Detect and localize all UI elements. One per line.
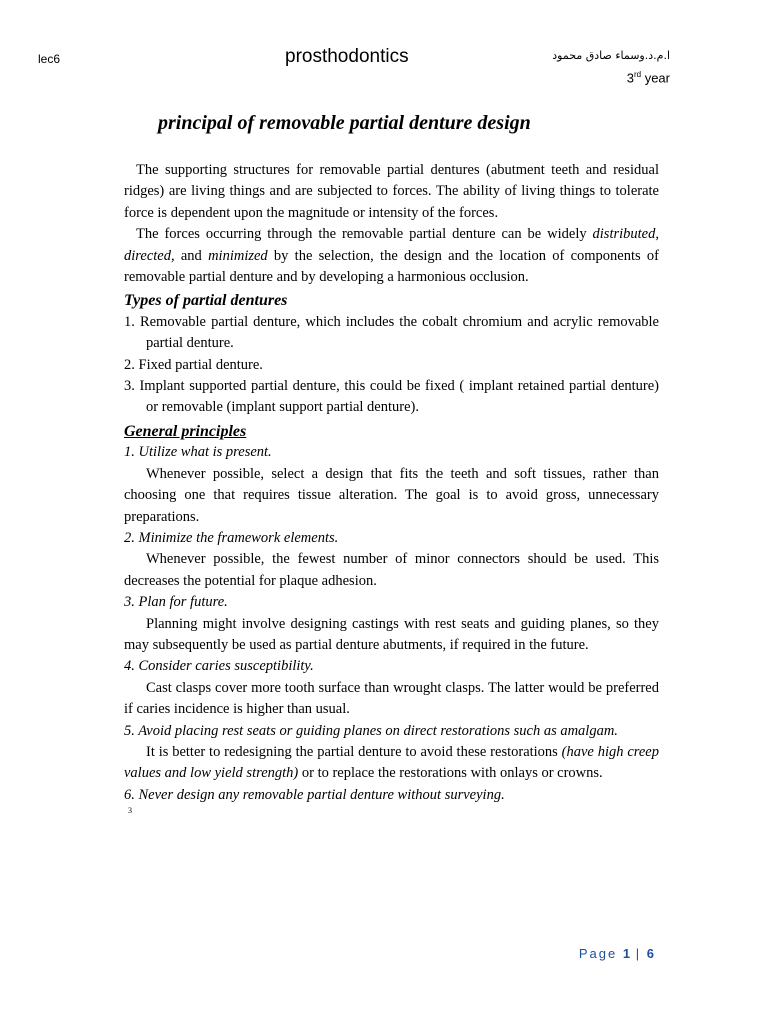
intro-emphasis-2: minimized: [208, 247, 268, 264]
year-word: year: [644, 70, 670, 86]
year-suffix: rd: [633, 70, 642, 79]
types-heading: Types of partial dentures: [124, 292, 288, 310]
lecture-label: lec6: [38, 52, 61, 66]
intro-text-a: The forces occurring through the removable partial denture can be widely: [136, 226, 593, 243]
page-word: Page: [578, 946, 618, 961]
principle-5-body: [124, 742, 659, 785]
intro-paragraph-2: [124, 224, 659, 288]
principle-4-title: 4. Consider caries susceptibility.: [124, 658, 314, 675]
principle-4-body: Cast clasps cover more tooth surface than wrought clasps. The latter would be preferred if caries incidence is higher than usual.: [124, 679, 659, 718]
principle-6-title: 6. Never design any removable partial denture without surveying.: [124, 786, 505, 803]
footnote-marker: 3: [128, 806, 132, 816]
principle-2-body: Whenever possible, the fewest number of minor connectors should be used. This decreases the potential for plaque adhesion.: [124, 551, 659, 589]
types-item-3: 3. Implant supported partial denture, this could be fixed ( implant retained partial denture) or removable (implant support partial denture).: [124, 378, 659, 416]
page-separator: |: [635, 946, 642, 961]
intro-paragraph-1: The supporting structures for removable partial dentures (abutment teeth and residual ridges) are living things and are subjected to forces. The ability of living things to tolerate force is dependent upon the magnitude or intensity of the forces.: [124, 162, 659, 221]
principle-3-body: Planning might involve designing castings with rest seats and guiding planes, so they may subsequently be used as partial denture abutments, if required in the future.: [124, 615, 659, 653]
principle-1-body: Whenever possible, select a design that fits the teeth and soft tissues, rather than choosing one that requires tissue alteration. The goal is to avoid gross, unnecessary preparations.: [124, 465, 659, 525]
principle-5-text-b: or to replace the restorations with onlays or crowns.: [298, 765, 603, 782]
types-item-2: 2. Fixed partial denture.: [124, 356, 263, 373]
types-item-1: 1. Removable partial denture, which includes the cobalt chromium and acrylic removable partial denture.: [124, 313, 659, 352]
author-name: ا.م.د.وسماء صادق محمود: [552, 49, 670, 62]
principle-5-title: 5. Avoid placing rest seats or guiding planes on direct restorations such as amalgam.: [124, 722, 618, 739]
intro-text-b: and: [174, 247, 209, 264]
page-title: principal of removable partial denture design: [158, 112, 531, 134]
principle-5-emphasis: (have high creep values and low yield strength): [124, 743, 659, 782]
subject-title: prosthodontics: [285, 46, 409, 67]
page-total: 6: [646, 946, 654, 961]
document-body: [124, 160, 659, 816]
intro-text-c: by the selection, the design and the location of components of removable partial denture and by developing a harmonious occlusion.: [124, 247, 659, 286]
principle-3-title: 3. Plan for future.: [124, 594, 228, 611]
page-current: 1: [622, 946, 631, 961]
intro-emphasis-1: distributed, directed,: [124, 226, 659, 264]
page-number: [579, 946, 654, 961]
principle-1-title: 1. Utilize what is present.: [124, 444, 272, 461]
general-heading: General principles: [124, 422, 247, 440]
principle-2-title: 2. Minimize the framework elements.: [124, 529, 339, 546]
principle-5-text-a: It is better to redesigning the partial denture to avoid these restorations: [146, 743, 562, 760]
year-label: [627, 70, 670, 85]
year-number: 3: [626, 70, 634, 86]
